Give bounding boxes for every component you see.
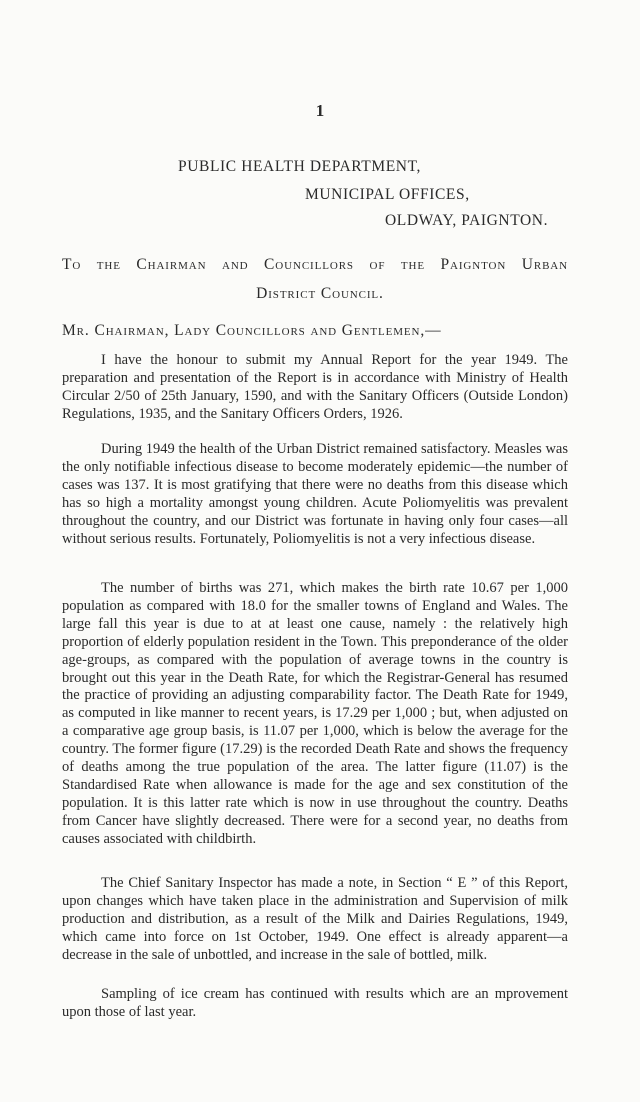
addressee-line-1: To the Chairman and Councillors of the Paignton Urban (62, 256, 568, 273)
paragraph-introduction: I have the honour to submit my Annual Report for the year 1949. The preparation and presentation of the Report is in accordance with Ministry of Health Circular 2/50 of 25th January, 1590, and with the Sanitary Officers (Outside London) Regulations, 1935, and the Sanitary Officers Orders, 1926. (62, 352, 568, 422)
address-department: PUBLIC HEALTH DEPARTMENT, (178, 158, 421, 175)
paragraph-ice-cream: Sampling of ice cream has continued with results which are an mprovement upon those of last year. (62, 986, 568, 1020)
paragraph-births-deaths: The number of births was 271, which makes the birth rate 10.67 per 1,000 population as compared with 18.0 for the smaller towns of England and Wales. The large fall this year is due to at at least one cause, namely : the relatively high proportion of elderly population resident in the Town. This preponderance of the older age-groups, as compared with the population of average towns in the country is brought out this year in the Death Rate, for which the Registrar-General has resumed the practice of providing an adjusting comparability factor. The Death Rate for 1949, as computed in like manner to recent years, is 17.29 per 1,000 ; but, when adjusted on a comparative age group basis, is 11.07 per 1,000, which is below the average for the country. The former figure (17.29) is the recorded Death Rate and shows the frequency of deaths among the true population of the area. The latter figure (11.07) is the Standardised Rate when allowance is made for the age and sex constitution of the population. It is this latter rate which is now in use throughout the country. Deaths from Cancer have slightly decreased. There were for a second year, no deaths from causes associated with childbirth. (62, 580, 568, 847)
address-offices: MUNICIPAL OFFICES, (305, 186, 470, 203)
paragraph-health-summary: During 1949 the health of the Urban District remained satisfactory. Measles was the only notifiable infectious disease to become moderately epidemic—the number of cases was 137. It is most gratifying that there were no deaths from this disease which has so high a mortality amongst young children. Acute Poliomyelitis was prevalent throughout the country, and our District was fortunate in having only four cases—all without serious results. Fortunately, Poliomyelitis is not a very infectious disease. (62, 441, 568, 547)
address-location: OLDWAY, PAIGNTON. (385, 212, 549, 229)
addressee-line-2: District Council. (256, 285, 384, 302)
page-number: 1 (315, 101, 325, 120)
salutation: Mr. Chairman, Lady Councillors and Gentlemen,— (62, 322, 442, 339)
paragraph-milk-regulations: The Chief Sanitary Inspector has made a note, in Section “ E ” of this Report, upon changes which have taken place in the administration and Supervision of milk production and distribution, as a result of the Milk and Dairies Regulations, 1949, which came into force on 1st October, 1949. One effect is already apparent—a decrease in the sale of unbottled, and increase in the sale of bottled, milk. (62, 875, 568, 963)
